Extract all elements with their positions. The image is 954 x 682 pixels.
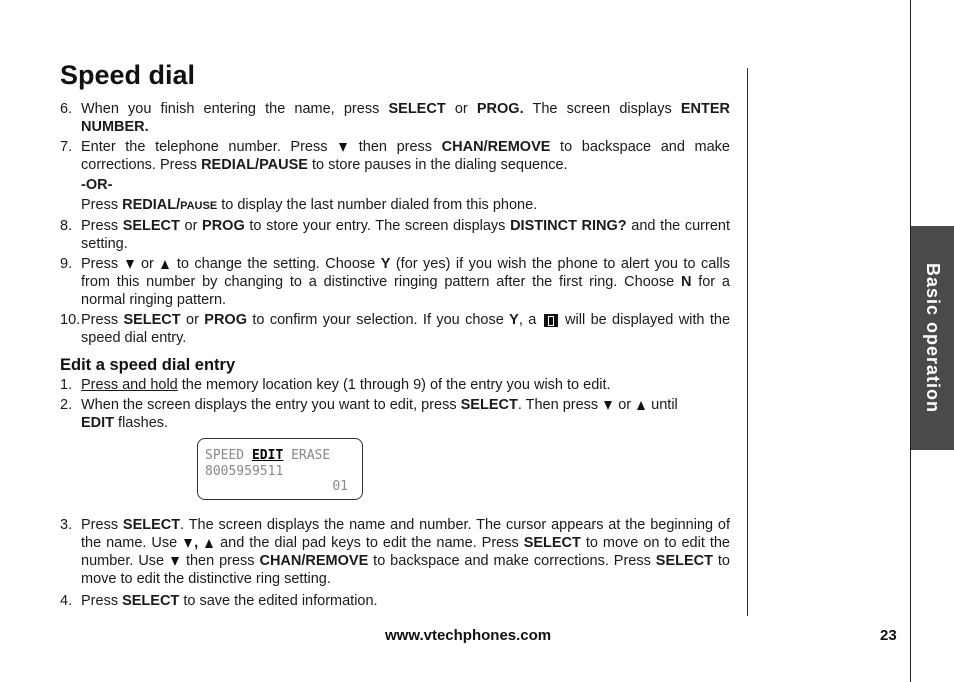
text: to backspace and make corrections. Press [81, 139, 731, 173]
text: or [135, 256, 160, 272]
down-arrow-icon [604, 401, 612, 410]
text: to move to edit the distinctive ring setting. [81, 553, 730, 587]
text: will be displayed with the speed dial entry. [81, 312, 731, 346]
key-name: SELECT [122, 593, 180, 609]
key-name: SELECT [523, 535, 581, 551]
item-number: 4. [60, 593, 73, 609]
key-name: SELECT [655, 553, 713, 569]
key-name: CHAN/REMOVE [441, 139, 551, 155]
or-separator [60, 176, 730, 194]
item-number: 9. [60, 256, 73, 272]
list-item [60, 396, 730, 432]
column-divider [747, 68, 748, 616]
text: to backspace and make corrections. Press [368, 553, 656, 569]
text: When the screen displays the entry you want to edit, press [81, 397, 461, 413]
text: or [180, 312, 205, 328]
or-label: -OR- [81, 177, 113, 193]
key-name: Y [380, 256, 391, 272]
text: or [179, 218, 203, 234]
up-arrow-icon [161, 260, 169, 269]
text: or [445, 101, 477, 117]
key-name: REDIAL/PAUSE [201, 157, 308, 173]
item-number: 3. [60, 517, 73, 533]
key-name: SELECT [460, 397, 518, 413]
key-name: PROG [204, 312, 247, 328]
text: . Then press [517, 397, 603, 413]
text: to confirm your selection. If you chose [246, 312, 510, 328]
lcd-line-2: 8005959511 [205, 464, 284, 479]
text: Enter the telephone number. Press [81, 139, 338, 155]
list-item [60, 592, 730, 610]
side-tab [911, 226, 954, 450]
text: The screen displays [523, 101, 681, 117]
text: to store your entry. The screen displays [244, 218, 511, 234]
text: When you finish entering the name, press [81, 101, 389, 117]
key-name: SELECT [122, 218, 180, 234]
up-arrow-icon [205, 539, 213, 548]
key-name: CHAN/REMOVE [259, 553, 369, 569]
key-name: PAUSE [180, 200, 218, 212]
key-name: SELECT [122, 517, 181, 533]
item-number: 10. [60, 312, 81, 328]
text: until [647, 397, 678, 413]
list-item [60, 376, 730, 394]
lcd-screen [197, 438, 363, 500]
key-name: Y [509, 312, 519, 328]
text: , a [518, 312, 542, 328]
down-arrow-icon [171, 557, 179, 566]
underlined-text: Press and hold [81, 377, 178, 393]
list-item-continuation [60, 196, 730, 215]
key-name: SELECT [123, 312, 181, 328]
list-item [60, 217, 730, 253]
item-number: 8. [60, 218, 73, 234]
page-number: 23 [880, 627, 897, 644]
screen-text: ENTER NUMBER. [81, 101, 731, 135]
text: to display the last number dialed from this phone. [217, 197, 538, 213]
lcd-option: SPEED [205, 448, 252, 463]
up-arrow-icon [637, 401, 645, 410]
list-item [60, 311, 730, 347]
key-name: SELECT [388, 101, 446, 117]
text: flashes. [114, 415, 169, 431]
text: Press [81, 197, 123, 213]
lcd-selected-option: EDIT [251, 448, 284, 463]
speed-dial-icon [544, 314, 558, 327]
item-number: 1. [60, 377, 73, 393]
text: for a normal ringing pattern. [81, 274, 730, 308]
list-item [60, 516, 730, 588]
list-item [60, 100, 730, 136]
screen-text: DISTINCT RING? [510, 218, 627, 234]
down-arrow-icon [184, 539, 192, 548]
lcd-option: ERASE [283, 448, 331, 463]
text: Press [81, 593, 123, 609]
text: Press [81, 312, 124, 328]
text: to store pauses in the dialing sequence. [307, 157, 568, 173]
key-name: REDIAL/ [122, 197, 181, 213]
side-tab-label: Basic operation [923, 262, 943, 414]
text: Press [81, 256, 124, 272]
list-item [60, 138, 730, 174]
section-heading: Edit a speed dial entry [60, 356, 236, 374]
text: then press [349, 139, 442, 155]
text: the memory location key (1 through 9) of the entry you wish to edit. [177, 377, 611, 393]
footer-url: www.vtechphones.com [385, 627, 552, 644]
text: to move on to edit the number. Use [81, 535, 730, 569]
screen-text: EDIT [81, 415, 115, 431]
text: to change the setting. Choose [171, 256, 381, 272]
key-name: N [680, 274, 692, 290]
lcd-line-3: 01 [332, 479, 348, 494]
text: (for yes) if you wish the phone to alert you to calls from this number by changing to a distinctive ringing pattern after the first ring. Choose [81, 256, 730, 290]
text: Press [81, 517, 123, 533]
text: Press [81, 218, 123, 234]
page-title: Speed dial [60, 60, 196, 90]
key-name: PROG [202, 218, 245, 234]
text: and the dial pad keys to edit the name. Press [215, 535, 524, 551]
item-number: 6. [60, 101, 73, 117]
item-number: 7. [60, 139, 73, 155]
main-content [60, 100, 730, 612]
list-item [60, 255, 730, 309]
text: , [194, 535, 204, 551]
down-arrow-icon [126, 260, 134, 269]
text: or [614, 397, 636, 413]
key-name: PROG. [476, 101, 524, 117]
down-arrow-icon [339, 143, 347, 152]
item-number: 2. [60, 397, 73, 413]
text: . The screen displays the name and number. The cursor appears at the beginning of the name. Use [81, 517, 731, 551]
text: then press [181, 553, 260, 569]
text: to save the edited information. [179, 593, 378, 609]
text: and the current setting. [81, 218, 730, 252]
